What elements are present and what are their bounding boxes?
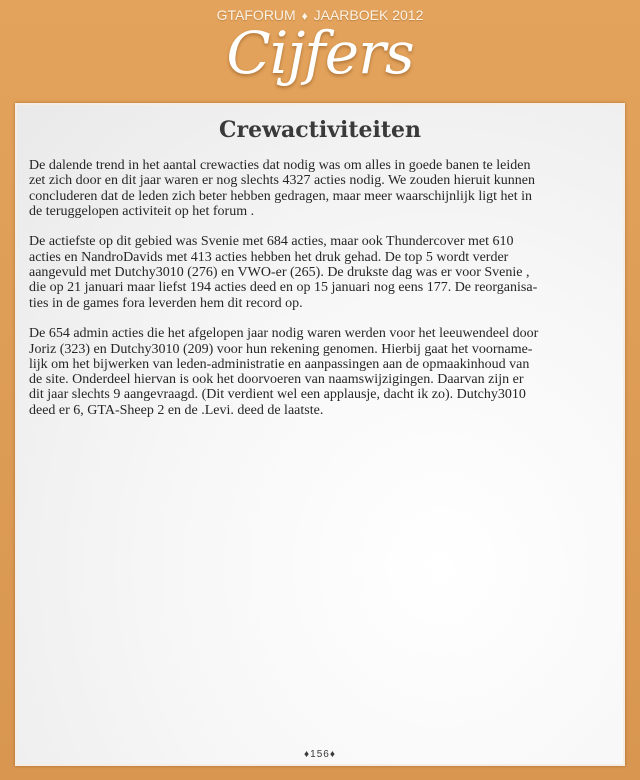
page-number: ♦156♦ <box>304 749 336 760</box>
text-line: Joriz (323) en Dutchy3010 (209) voor hun rekening genomen. Hierbij gaat het voorname- <box>29 341 533 357</box>
text-line: die op 21 januari maar liefst 194 acties deed en op 15 januari nog eens 177. De reorganisa- <box>29 280 538 296</box>
page-title: Crewactiviteiten <box>218 117 422 143</box>
paragraph-3 <box>29 326 615 418</box>
text-line: lijk om het bijwerken van leden-administratie en aanpassingen aan de opmaakinhoud van <box>29 356 530 372</box>
page-sheet <box>15 103 625 766</box>
text-line: de teruggelopen activiteit op het forum . <box>29 203 255 219</box>
text-line: acties en NandroDavids met 413 acties hebben het druk gehad. De top 5 wordt verder <box>29 249 509 265</box>
text-line: zet zich door en dit jaar waren er nog slechts 4327 acties nodig. We zouden hieruit kunnen <box>29 173 535 189</box>
paragraph-2 <box>29 234 615 310</box>
text-line: De actiefste op dit gebied was Svenie met 684 acties, maar ook Thundercover met 610 <box>29 234 514 250</box>
text-line: dit jaar slechts 9 aangevraagd. (Dit verdient wel een applausje, dacht ik zo). Dutchy3010 <box>29 387 526 403</box>
text-line: ties in de games fora leverden hem dit record op. <box>29 295 303 311</box>
paragraph-1 <box>29 158 615 219</box>
section-title: Cijfers <box>226 19 414 87</box>
header-yearbook-label: JAARBOEK 2012 <box>313 7 424 23</box>
text-line: De dalende trend in het aantal crewacties dat nodig was om alles in goede banen te leiden <box>29 158 531 173</box>
text-line: aangevuld met Dutchy3010 (276) en VWO-er (265). De drukste dag was er voor Svenie , <box>29 265 530 281</box>
text-line: De 654 admin acties die het afgelopen jaar nodig waren werden voor het leeuwendeel door <box>29 326 539 342</box>
article-body <box>29 158 615 433</box>
text-line: concluderen dat de leden zich beter hebben gedragen, maar meer waarschijnlijk ligt het in <box>29 188 533 204</box>
header-forum-name: GTAFORUM <box>216 7 296 23</box>
yearbook-header <box>0 0 640 100</box>
text-line: deed er 6, GTA-Sheep 2 en de .Levi. deed de laatste. <box>29 402 324 418</box>
diamond-icon: ♦ <box>301 9 308 23</box>
text-line: de site. Onderdeel hiervan is ook het doorvoeren van naamswijzigingen. Daarvan zijn er <box>29 372 524 388</box>
